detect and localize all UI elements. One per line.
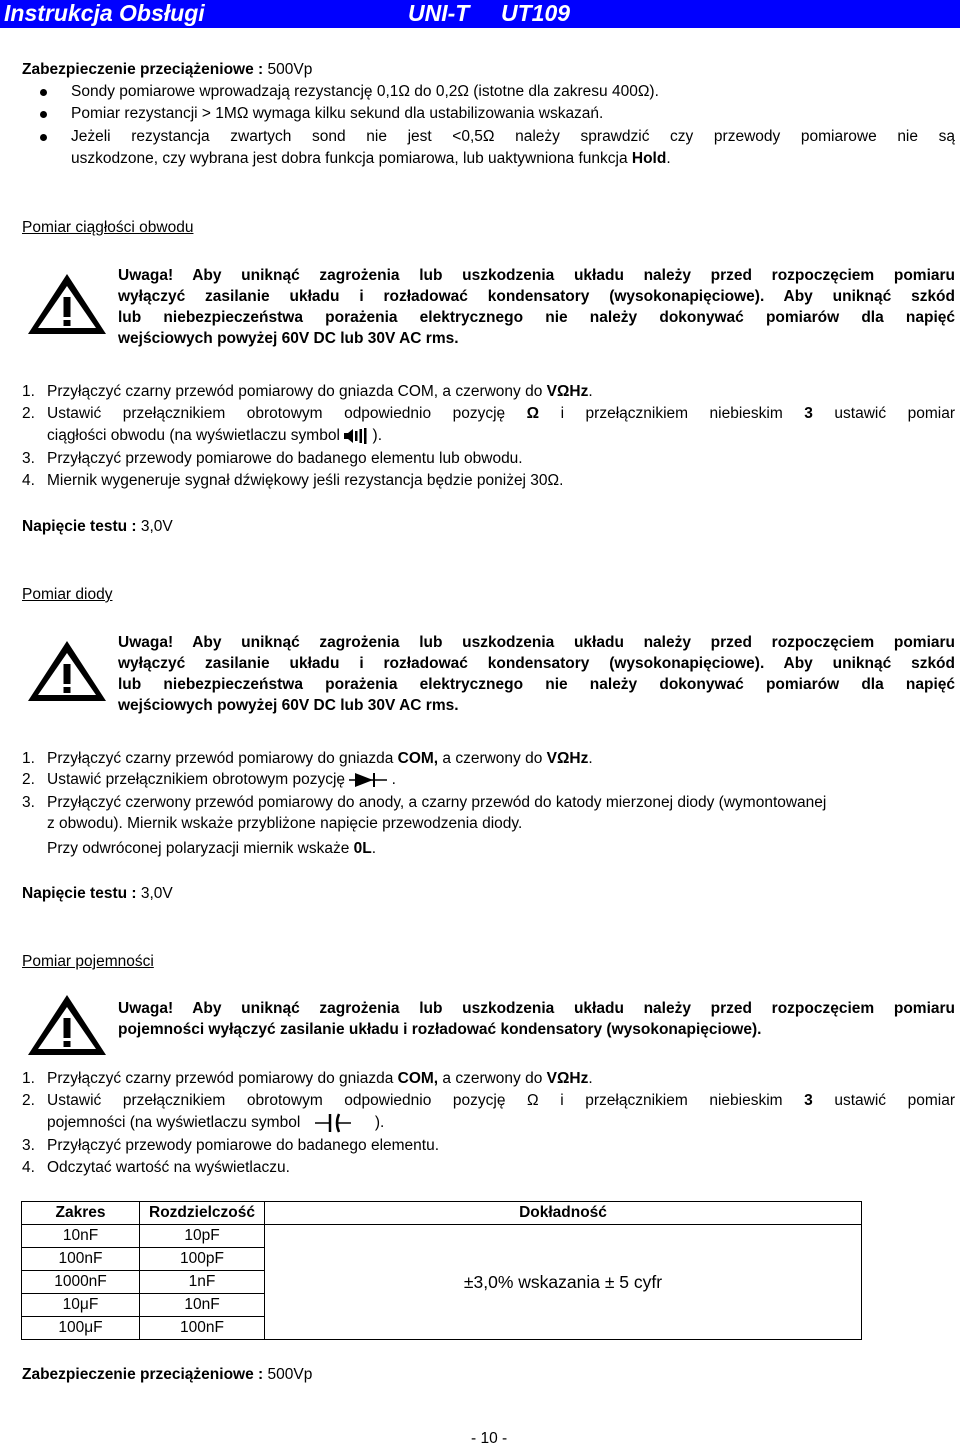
step-text: Odczytać wartość na wyświetlaczu. bbox=[47, 1159, 290, 1176]
table-cell-accuracy: ±3,0% wskazania ± 5 cyfr bbox=[265, 1225, 862, 1340]
step-number: 2. bbox=[22, 771, 35, 788]
bullet-icon bbox=[40, 111, 47, 118]
step-number: 1. bbox=[22, 750, 35, 767]
warning-icon bbox=[25, 992, 109, 1058]
step-number: 3. bbox=[22, 794, 35, 811]
section-title-diode: Pomiar diody bbox=[22, 586, 113, 603]
diode-icon bbox=[349, 772, 387, 788]
step-number: 1. bbox=[22, 1070, 35, 1087]
step-number: 2. bbox=[22, 1092, 35, 1109]
header-model-number: UT109 bbox=[501, 0, 571, 26]
capacitance-spec-table bbox=[21, 1201, 862, 1340]
warning-text-capacitance: Uwaga! Aby uniknąć zagrożenia lub uszkodzenia układu należy przed rozpoczęciem pomiaru pojemności wyłączyć zasilanie układu i rozładować kondensatory (wysokonapięciowe). bbox=[118, 1000, 955, 1038]
table-cell: 10pF bbox=[140, 1225, 265, 1248]
warning-icon bbox=[25, 271, 109, 337]
step-text-continued: Przy odwróconej polaryzacji miernik wskaże 0L. bbox=[47, 840, 377, 857]
table-row bbox=[22, 1225, 862, 1248]
header-model-brand: UNI-T bbox=[408, 0, 470, 26]
warning-text-continuity: Uwaga! Aby uniknąć zagrożenia lub uszkodzenia układu należy przed rozpoczęciem pomiaru wyłączyć zasilanie układu i rozładować kondensatory (wysokonapięciowe). Aby uniknąć szkód lub niebezpieczeństwa porażenia elektrycznego nie należy dokonywać pomiarów dla napięć wejściowych powyżej 60V DC lub 30V AC rms. bbox=[118, 267, 955, 347]
test-voltage-diode: Napięcie testu : 3,0V bbox=[22, 885, 173, 902]
test-voltage-continuity: Napięcie testu : 3,0V bbox=[22, 518, 173, 535]
step-text-continued: ciągłości obwodu (na wyświetlaczu symbol ). bbox=[47, 427, 382, 444]
section-title-capacitance: Pomiar pojemności bbox=[22, 953, 154, 970]
page-header bbox=[0, 0, 960, 28]
step-number: 2. bbox=[22, 405, 35, 422]
warning-text-diode: Uwaga! Aby uniknąć zagrożenia lub uszkodzenia układu należy przed rozpoczęciem pomiaru wyłączyć zasilanie układu i rozładować kondensatory (wysokonapięciowe). Aby uniknąć szkód lub niebezpieczeństwa porażenia elektrycznego nie należy dokonywać pomiarów dla napięć wejściowych powyżej 60V DC lub 30V AC rms. bbox=[118, 634, 955, 714]
step-text: Przyłączyć czerwony przewód pomiarowy do anody, a czarny przewód do katody mierzonej diody (wymontowanej bbox=[47, 794, 827, 811]
bullet-text: Jeżeli rezystancja zwartych sond nie jest <0,5Ω należy sprawdzić czy przewody pomiarowe nie są bbox=[71, 128, 955, 145]
step-text: Miernik wygeneruje sygnał dźwiękowy jeśli rezystancja będzie poniżej 30Ω. bbox=[47, 472, 564, 489]
bullet-text: Pomiar rezystancji > 1MΩ wymaga kilku sekund dla ustabilizowania wskazań. bbox=[71, 105, 604, 122]
section-title-continuity: Pomiar ciągłości obwodu bbox=[22, 219, 194, 236]
step-number: 3. bbox=[22, 450, 35, 467]
step-text: Przyłączyć czarny przewód pomiarowy do gniazda COM, a czerwony do VΩHz. bbox=[47, 1070, 593, 1087]
step-number: 4. bbox=[22, 472, 35, 489]
table-cell: 100μF bbox=[22, 1317, 140, 1340]
table-header: Rozdzielczość bbox=[140, 1202, 265, 1225]
page-number: - 10 - bbox=[471, 1430, 508, 1447]
bullet-text: Sondy pomiarowe wprowadzają rezystancję 0,1Ω do 0,2Ω (istotne dla zakresu 400Ω). bbox=[71, 83, 659, 100]
warning-icon bbox=[25, 638, 109, 704]
step-number: 4. bbox=[22, 1159, 35, 1176]
table-cell: 100nF bbox=[22, 1248, 140, 1271]
bullet-icon bbox=[40, 89, 47, 96]
step-text: Ustawić przełącznikiem obrotowym odpowiednio pozycję Ω i przełącznikiem niebieskim 3 ustawić pomiar bbox=[47, 1092, 955, 1109]
table-cell: 100pF bbox=[140, 1248, 265, 1271]
capacitor-icon bbox=[315, 1113, 359, 1133]
step-text: Ustawić przełącznikiem obrotowym odpowiednio pozycję Ω i przełącznikiem niebieskim 3 ustawić pomiar bbox=[47, 405, 955, 422]
step-text: Ustawić przełącznikiem obrotowym pozycję . bbox=[47, 771, 396, 788]
protection-line-bottom: Zabezpieczenie przeciążeniowe : 500Vp bbox=[22, 1366, 313, 1383]
table-header: Zakres bbox=[22, 1202, 140, 1225]
table-cell: 1000nF bbox=[22, 1271, 140, 1294]
step-text: Przyłączyć czarny przewód pomiarowy do gniazda COM, a czerwony do VΩHz. bbox=[47, 383, 593, 400]
step-number: 1. bbox=[22, 383, 35, 400]
step-text-continued: z obwodu). Miernik wskaże przybliżone napięcie przewodzenia diody. bbox=[47, 815, 523, 832]
header-title: Instrukcja Obsługi bbox=[4, 0, 205, 26]
step-number: 3. bbox=[22, 1137, 35, 1154]
step-text: Przyłączyć przewody pomiarowe do badanego elementu. bbox=[47, 1137, 440, 1154]
step-text: Przyłączyć przewody pomiarowe do badanego elementu lub obwodu. bbox=[47, 450, 523, 467]
bullet-text-continued: uszkodzone, czy wybrana jest dobra funkcja pomiarowa, lub uaktywniona funkcja Hold. bbox=[71, 150, 671, 167]
table-cell: 1nF bbox=[140, 1271, 265, 1294]
table-header-row bbox=[22, 1202, 862, 1225]
table-header: Dokładność bbox=[265, 1202, 862, 1225]
step-text: Przyłączyć czarny przewód pomiarowy do gniazda COM, a czerwony do VΩHz. bbox=[47, 750, 593, 767]
step-text-continued: pojemności (na wyświetlaczu symbol ). bbox=[47, 1114, 385, 1131]
table-cell: 10nF bbox=[22, 1225, 140, 1248]
bullet-icon bbox=[40, 134, 47, 141]
table-cell: 10nF bbox=[140, 1294, 265, 1317]
protection-line-top: Zabezpieczenie przeciążeniowe : 500Vp bbox=[22, 61, 313, 78]
table-cell: 10μF bbox=[22, 1294, 140, 1317]
table-cell: 100nF bbox=[140, 1317, 265, 1340]
continuity-buzzer-icon bbox=[344, 428, 368, 444]
